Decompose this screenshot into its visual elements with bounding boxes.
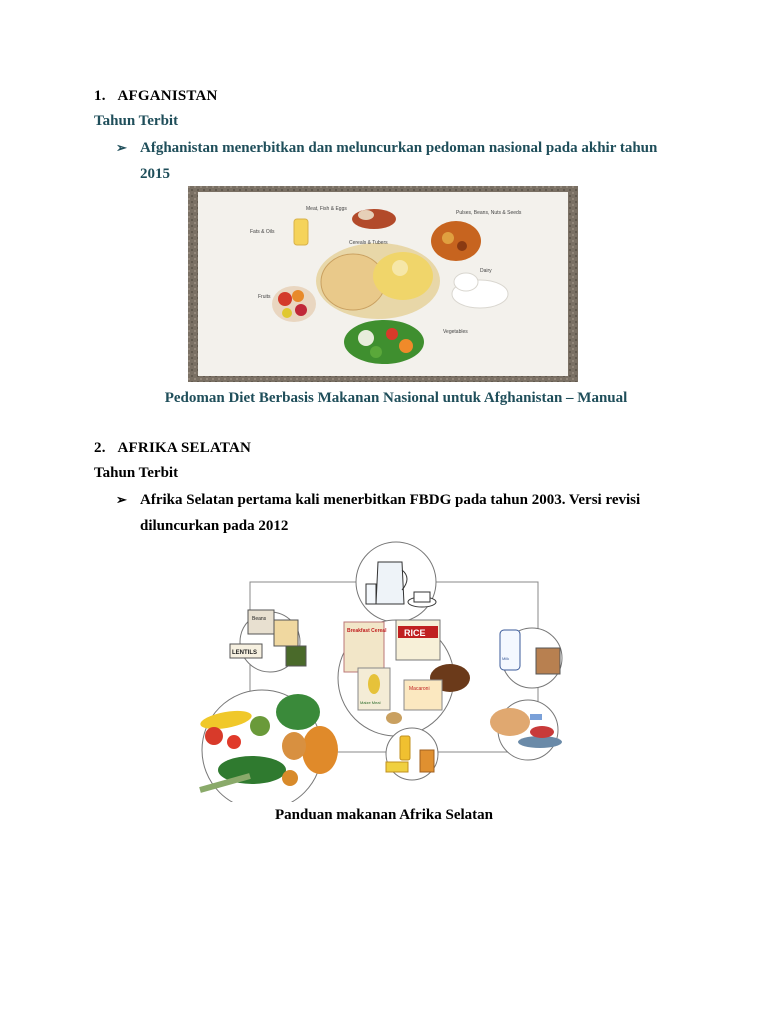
label-rice: RICE (404, 628, 426, 638)
afghanistan-food-plate-image (188, 186, 578, 382)
section-1-caption: Pedoman Diet Berbasis Makanan Nasional untuk Afghanistan – Manual (164, 390, 628, 406)
section-1-heading (94, 88, 218, 105)
label-macaroni: Macaroni (409, 686, 430, 692)
section-2-bullet-line-2: diluncurkan pada 2012 (140, 518, 289, 534)
section-2-heading (94, 440, 251, 457)
section-2-subheading: Tahun Terbit (94, 465, 179, 481)
label-vegetables: Vegetables (443, 329, 468, 335)
label-fruits: Fruits (258, 294, 271, 300)
arrow-bullet-icon: ➢ (116, 140, 127, 155)
label-lentils: LENTILS (232, 650, 257, 656)
label-fats: Fats & Oils (250, 229, 275, 235)
section-1-number: 1. (94, 88, 106, 104)
section-1-bullet-line-2: 2015 (140, 166, 170, 182)
label-breakfast: Breakfast Cereal (347, 628, 387, 634)
label-cereals: Cereals & Tubers (349, 240, 388, 246)
label-milk: Milk (502, 656, 510, 661)
section-2-title: AFRIKA SELATAN (117, 440, 252, 456)
section-2-bullet (116, 487, 716, 539)
label-dairy: Dairy (480, 268, 492, 274)
section-2-bullet-line-1: Afrika Selatan pertama kali menerbitkan FBDG pada tahun 2003. Versi revisi (140, 492, 641, 508)
section-1-title: AFGANISTAN (117, 88, 218, 104)
section-2-caption: Panduan makanan Afrika Selatan (275, 807, 493, 823)
label-pulses: Pulses, Beans, Nuts & Seeds (456, 210, 522, 216)
section-2-number: 2. (94, 440, 106, 456)
label-beans: Beans (252, 616, 267, 622)
section-1-bullet (116, 135, 716, 187)
section-1-subheading: Tahun Terbit (94, 113, 179, 129)
section-1-bullet-line-1: Afghanistan menerbitkan dan meluncurkan pedoman nasional pada akhir tahun (140, 140, 658, 156)
arrow-bullet-icon: ➢ (116, 492, 127, 507)
label-meat: Meat, Fish & Eggs (306, 206, 347, 212)
south-africa-food-guide-image (190, 540, 570, 802)
label-maize: Maize Meal (360, 700, 381, 705)
